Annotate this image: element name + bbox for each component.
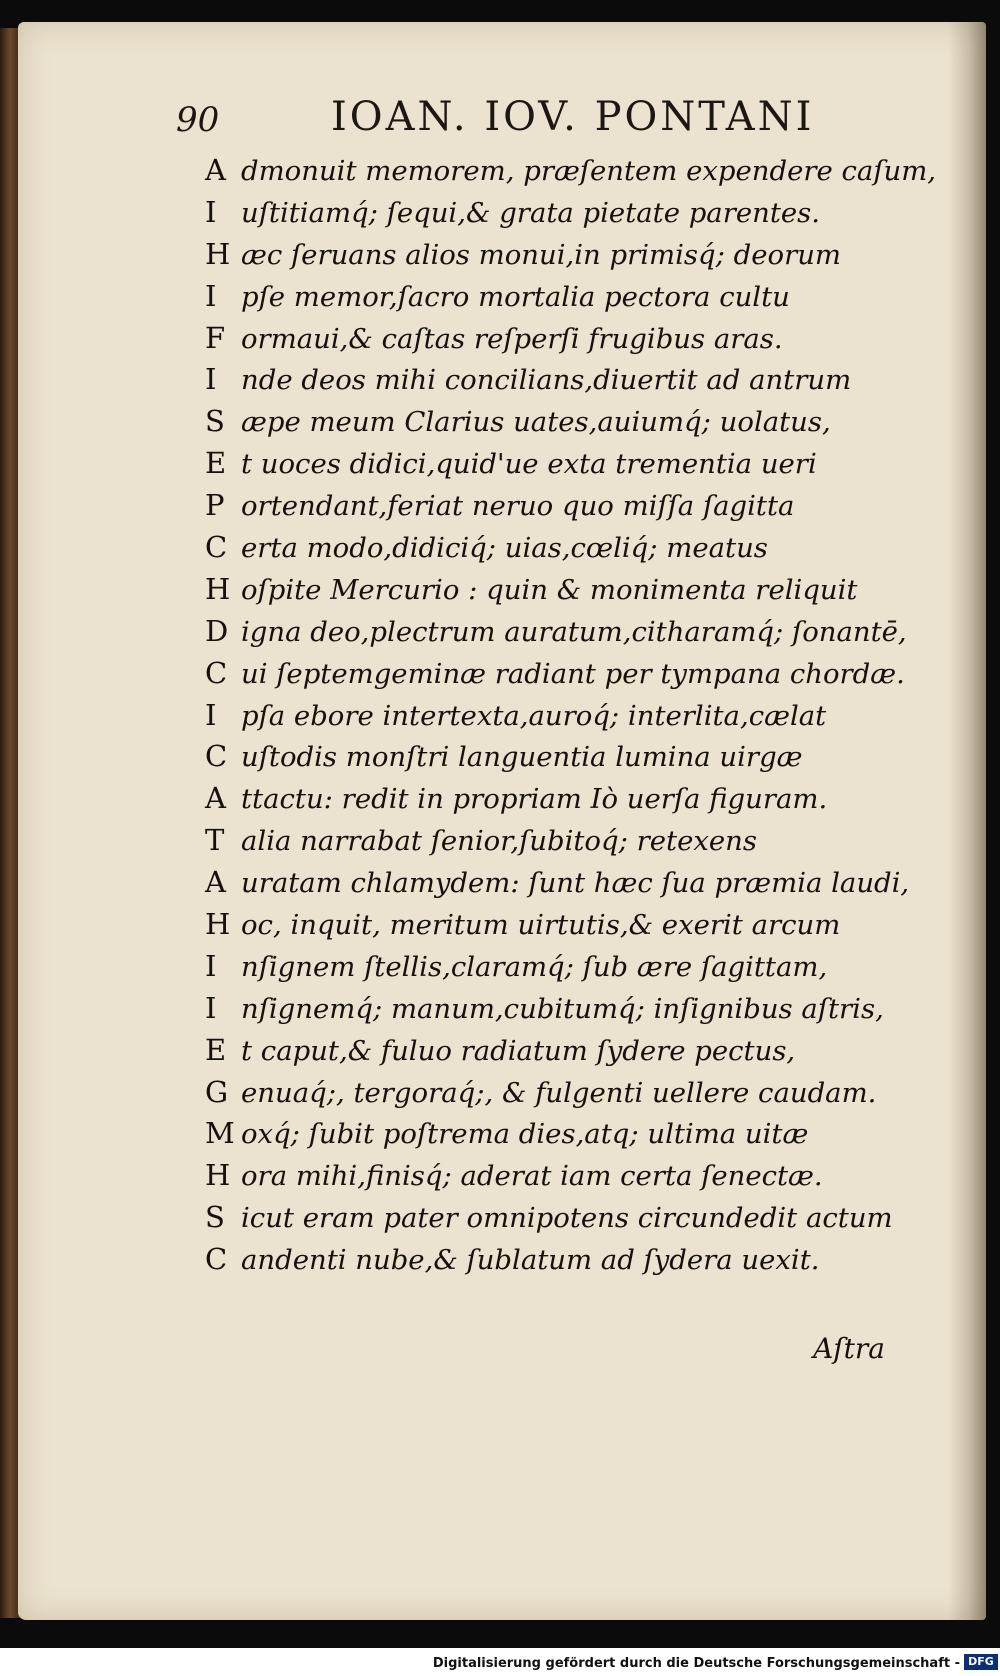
- verse-line: [205, 820, 925, 862]
- verse-initial: A: [205, 865, 226, 900]
- verse-line: [205, 695, 925, 737]
- verse-line: [205, 736, 925, 778]
- verse-initial: H: [205, 236, 231, 271]
- verse-text: oſpite Mercurio : quin & monimenta reliquit: [241, 573, 858, 606]
- verse-text: æc ſeruans alios monui,in primisq́; deorum: [241, 238, 842, 271]
- verse-text: ormaui,& caſtas reſperſi frugibus aras.: [241, 322, 783, 355]
- verse-text: icut eram pater omnipotens circundedit actum: [241, 1202, 893, 1235]
- verse-line: [205, 150, 937, 192]
- verse-text: uſtitiamq́; ſequi,& grata pietate parentes.: [241, 196, 821, 229]
- verse-line: [205, 318, 925, 360]
- verse-text: t uoces didici,quid'ue exta trementia ueri: [241, 448, 817, 481]
- verse-initial: I: [205, 948, 217, 983]
- verse-initial: C: [205, 739, 228, 774]
- verse-line: [205, 1197, 925, 1239]
- verse-initial: A: [205, 153, 226, 187]
- verse-text: uratam chlamydem: ſunt hæc ſua præmia laudi,: [241, 867, 910, 900]
- verse-line: [205, 276, 925, 318]
- verse-initial: P: [205, 488, 225, 523]
- verse-text: ui ſeptemgeminæ radiant per tympana chordæ.: [241, 657, 905, 690]
- verse-line: [205, 527, 925, 569]
- verse-text: erta modo,didiciq́; uias,cœliq́; meatus: [241, 532, 768, 565]
- verse-initial: I: [205, 362, 217, 397]
- digitization-footer: [0, 1648, 1000, 1676]
- verse-line: [205, 1030, 925, 1072]
- verse-line: [205, 1113, 925, 1155]
- verse-line: [205, 862, 925, 904]
- verse-initial: D: [205, 613, 229, 648]
- verse-line: [205, 653, 925, 695]
- verse-initial: H: [205, 907, 231, 942]
- verse-line: [205, 988, 925, 1030]
- verse-text: dmonuit memorem, præſentem expendere caſum,: [241, 155, 937, 187]
- verse-initial: C: [205, 1242, 228, 1277]
- verse-line: [205, 1155, 925, 1197]
- verse-line: [205, 778, 925, 820]
- verse-line: [205, 192, 925, 234]
- verse-line: [205, 443, 925, 485]
- verse-text: oxq́; ſubit poſtrema dies,atq; ultima uitæ: [241, 1118, 809, 1151]
- verse-line: [205, 234, 925, 276]
- verse-initial: F: [205, 320, 226, 355]
- verse-line: [205, 946, 925, 988]
- verse-line: [205, 485, 925, 527]
- verse-initial: I: [205, 697, 217, 732]
- dfg-logo-icon: DFG: [964, 1654, 998, 1670]
- verse-initial: S: [205, 404, 225, 439]
- verse-initial: I: [205, 990, 217, 1025]
- verse-text: æpe meum Clarius uates,auiumq́; uolatus,: [241, 406, 831, 439]
- verse-initial: T: [205, 823, 225, 858]
- verse-text: andenti nube,& ſublatum ad ſydera uexit.: [241, 1244, 820, 1277]
- verse-text: alia narrabat ſenior,ſubitoq́; retexens: [241, 825, 757, 858]
- verse-line: [205, 569, 925, 611]
- verse-initial: A: [205, 781, 226, 816]
- verse-text: nde deos mihi concilians,diuertit ad antrum: [241, 364, 852, 397]
- verse-initial: E: [205, 1032, 227, 1067]
- verse-line: [205, 359, 925, 401]
- verse-text: nſignemq́; manum,cubitumq́; inſignibus aſtris,: [241, 992, 884, 1025]
- verse-text: pſe memor,ſacro mortalia pectora cultu: [241, 280, 790, 313]
- verse-line: [205, 904, 925, 946]
- verse-initial: G: [205, 1074, 229, 1109]
- page-number: 90: [176, 100, 220, 140]
- verse-text: enuaq́;, tergoraq́;, & fulgenti uellere caudam.: [241, 1076, 877, 1109]
- verse-line: [205, 1072, 925, 1114]
- verse-text: ortendant,feriat neruo quo miſſa ſagitta: [241, 490, 795, 523]
- verse-text: t caput,& fuluo radiatum ſydere pectus,: [241, 1034, 796, 1067]
- verse-line: [205, 401, 925, 443]
- verse-text: uſtodis monſtri languentia lumina uirgæ: [241, 741, 803, 774]
- verse-text: oc, inquit, meritum uirtutis,& exerit arcum: [241, 909, 841, 942]
- page-shadow-edge: [948, 22, 986, 1620]
- verse-block: [205, 150, 937, 1281]
- running-head: IOAN. IOV. PONTANI: [331, 94, 815, 140]
- funding-notice: Digitalisierung gefördert durch die Deutsche Forschungsgemeinschaft -: [432, 1656, 960, 1671]
- verse-line: [205, 611, 925, 653]
- verse-text: igna deo,plectrum auratum,citharamq́; ſonantē,: [241, 615, 907, 648]
- catchword: Aſtra: [813, 1332, 885, 1365]
- verse-text: pſa ebore intertexta,auroq́; interlita,cælat: [241, 699, 827, 732]
- verse-text: ttactu: redit in propriam Iò uerſa figuram.: [241, 783, 828, 816]
- verse-initial: C: [205, 530, 228, 565]
- verse-initial: I: [205, 278, 217, 313]
- verse-initial: H: [205, 1158, 231, 1193]
- verse-initial: H: [205, 571, 231, 606]
- verse-initial: I: [205, 194, 217, 229]
- verse-initial: C: [205, 655, 228, 690]
- verse-text: nſignem ſtellis,claramq́; ſub ære ſagittam,: [241, 950, 828, 983]
- verse-initial: E: [205, 446, 227, 481]
- page-header: [176, 88, 816, 138]
- verse-initial: M: [205, 1116, 235, 1151]
- verse-initial: S: [205, 1200, 225, 1235]
- verse-text: ora mihi,finisq́; aderat iam certa ſenectæ.: [241, 1160, 823, 1193]
- verse-line: [205, 1239, 925, 1281]
